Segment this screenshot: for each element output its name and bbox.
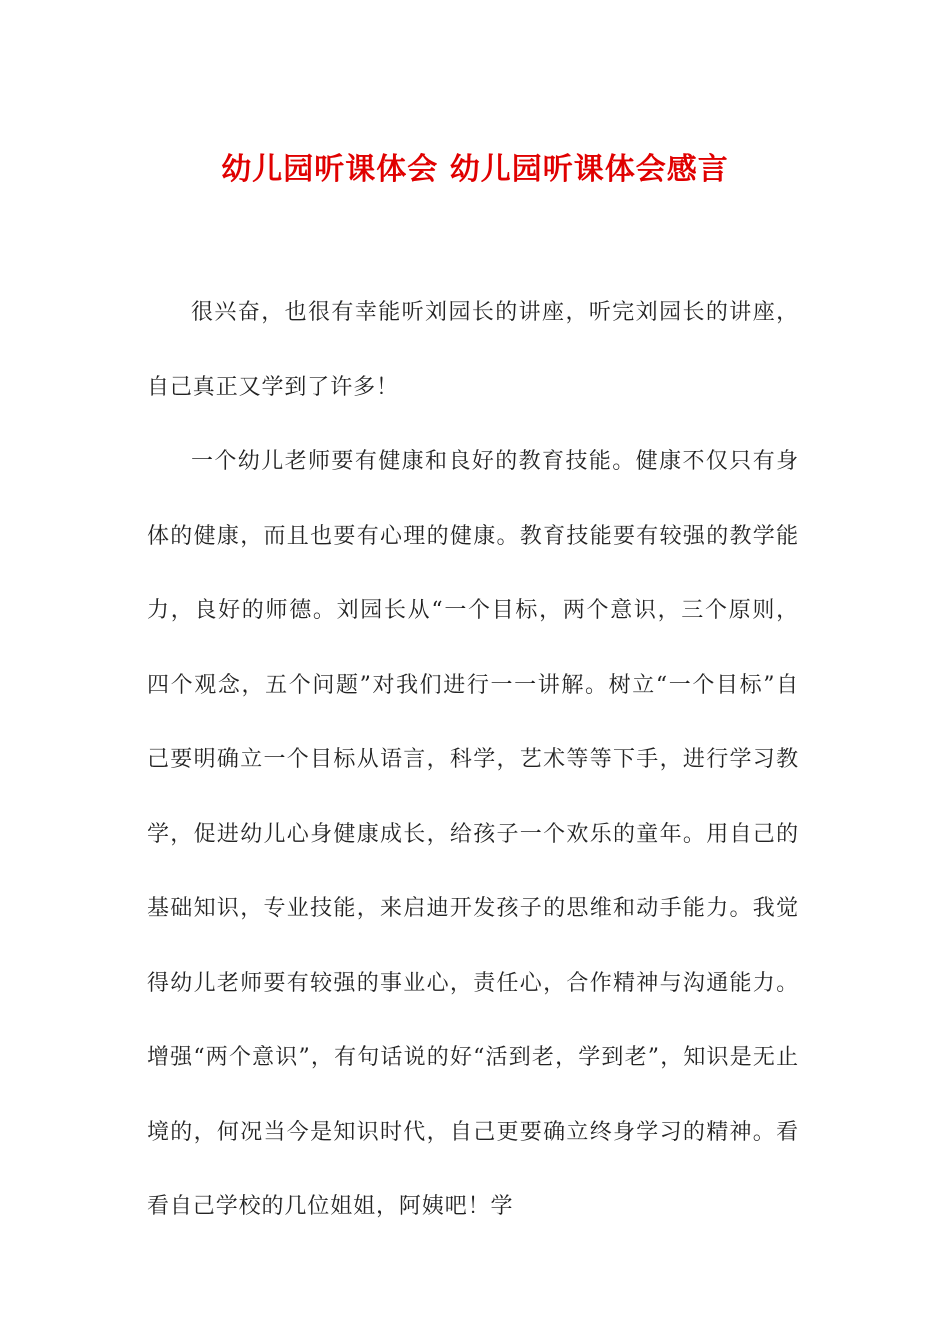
- paragraph-1: 很兴奋，也很有幸能听刘园长的讲座，听完刘园长的讲座，自己真正又学到了许多！: [147, 300, 799, 400]
- paragraph-2: 一个幼儿老师要有健康和良好的教育技能。健康不仅只有身体的健康，而且也要有心理的健康。教育技能要有较强的教学能力，良好的师德。刘园长从“一个目标，两个意识，三个原则，四个观念，五个问题”对我们进行一一讲解。树立“一个目标”自己要明确立一个目标从语言，科学，艺术等等下手，进行学习教学，促进幼儿心身健康成长，给孩子一个欢乐的童年。用自己的基础知识，专业技能，来启迪开发孩子的思维和动手能力。我觉得幼儿老师要有较强的事业心，责任心，合作精神与沟通能力。增强“两个意识”，有句话说的好“活到老，学到老”，知识是无止境的，何况当今是知识时代，自己更要确立终身学习的精神。看看自己学校的几位姐姐，阿姨吧！学: [147, 449, 799, 1219]
- document-body: [147, 276, 799, 1245]
- document-title: 幼儿园听课体会 幼儿园听课体会感言: [221, 152, 729, 187]
